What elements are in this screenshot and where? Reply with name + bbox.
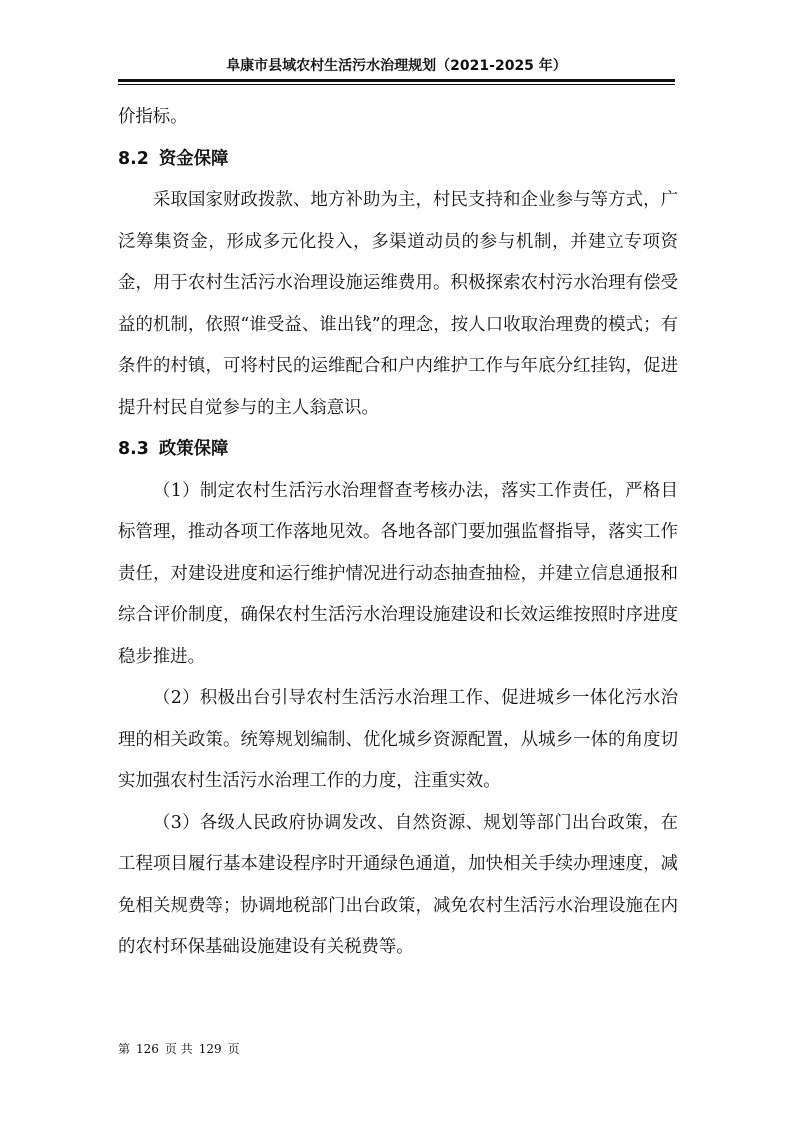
paragraph-policy-3: （3）各级人民政府协调发改、自然资源、规划等部门出台政策，在工程项目履行基本建设程序时开通绿色通道，加快相关手续办理速度，减免相关规费等；协调地税部门出台政策，减免农村生活污水治理设施在内的农村环保基础设施建设有关税费等。 — [118, 812, 678, 957]
page-header-title: 阜康市县域农村生活污水治理规划（2021-2025 年） — [226, 58, 567, 74]
section-title: 资金保障 — [158, 148, 229, 169]
document-body — [118, 97, 678, 969]
footer-current-page: 126 — [136, 1042, 159, 1056]
section-heading-8-3 — [118, 429, 678, 471]
footer-suffix: 页 — [227, 1042, 240, 1056]
page-footer — [118, 1041, 240, 1057]
footer-prefix: 第 — [118, 1042, 131, 1056]
section-number: 8.2 — [118, 148, 149, 169]
header-rule-thick — [118, 79, 675, 82]
footer-total-pages: 129 — [198, 1042, 222, 1056]
paragraph-policy-1: （1）制定农村生活污水治理督查考核办法，落实工作责任，严格目标管理，推动各项工作落地见效。各地各部门要加强监督指导，落实工作责任，对建设进度和运行维护情况进行动态抽查抽检，并建立信息通报和综合评价制度，确保农村生活污水治理设施建设和长效运维按照时序进度稳步推进。 — [118, 480, 678, 667]
section-heading-8-2 — [118, 139, 678, 181]
paragraph-policy-2: （2）积极出台引导农村生活污水治理工作、促进城乡一体化污水治理的相关政策。统筹规划编制、优化城乡资源配置，从城乡一体的角度切实加强农村生活污水治理工作的力度，注重实效。 — [118, 688, 678, 791]
section-title: 政策保障 — [158, 439, 229, 459]
footer-middle: 页 共 — [164, 1042, 193, 1056]
section-number: 8.3 — [118, 439, 149, 459]
continuation-text: 价指标。 — [118, 107, 188, 127]
header-rule-thin — [118, 84, 675, 85]
paragraph-funding: 采取国家财政拨款、地方补助为主，村民支持和企业参与等方式，广泛筹集资金，形成多元化投入，多渠道动员的参与机制，并建立专项资金，用于农村生活污水治理设施运维费用。积极探索农村污水治理有偿受益的机制，依照“谁受益、谁出钱”的理念，按人口收取治理费的模式；有条件的村镇，可将村民的运维配合和户内维护工作与年底分红挂钩，促进提升村民自觉参与的主人翁意识。 — [118, 190, 678, 418]
